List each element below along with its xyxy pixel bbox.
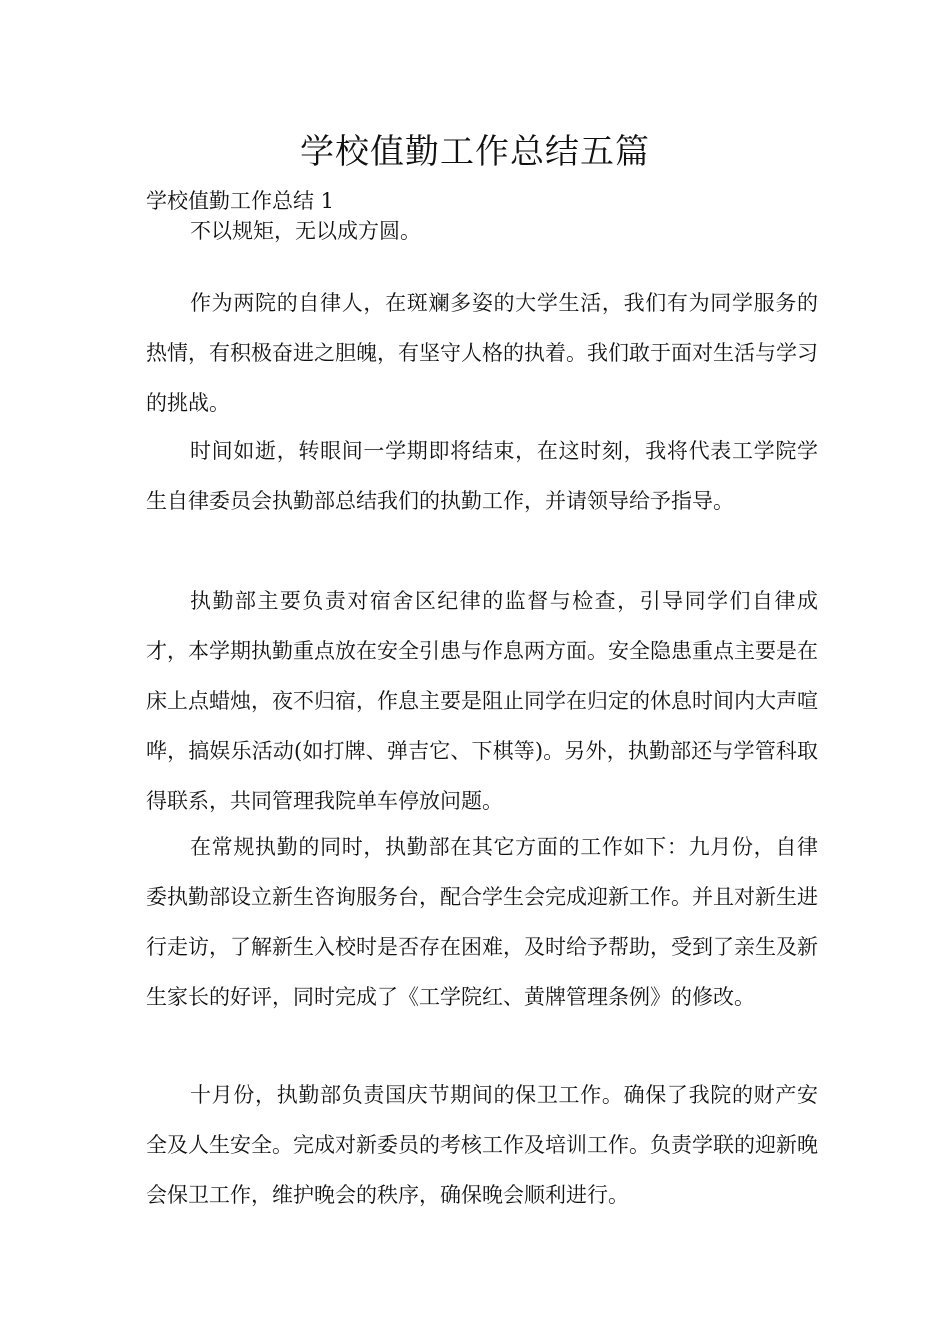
paragraph: 不以规矩，无以成方圆。	[190, 219, 421, 243]
section-subtitle: 学校值勤工作总结 1	[146, 189, 335, 213]
paragraph: 执勤部主要负责对宿舍区纪律的监督与检查，引导同学们自律成才，本学期执勤重点放在安全引患与作息两方面。安全隐患重点主要是在床上点蜡烛，夜不归宿，作息主要是阻止同学在归定的休息时间内大声喧哗，搞娱乐活动(如打牌、弹吉它、下棋等)。另外，执勤部还与学管科取得联系，共同管理我院单车停放问题。	[146, 589, 818, 813]
paragraph: 在常规执勤的同时，执勤部在其它方面的工作如下：九月份，自律委执勤部设立新生咨询服务台，配合学生会完成迎新工作。并且对新生进行走访，了解新生入校时是否存在困难，及时给予帮助，受到了亲生及新生家长的好评，同时完成了《工学院红、黄牌管理条例》的修改。	[146, 835, 818, 1009]
document-title: 学校值勤工作总结五篇	[300, 132, 650, 172]
paragraph: 作为两院的自律人，在斑斓多姿的大学生活，我们有为同学服务的热情，有积极奋进之胆魄，有坚守人格的执着。我们敢于面对生活与学习的挑战。	[146, 291, 818, 415]
paragraph: 时间如逝，转眼间一学期即将结束，在这时刻，我将代表工学院学生自律委员会执勤部总结我们的执勤工作，并请领导给予指导。	[146, 439, 818, 513]
paragraph: 十月份，执勤部负责国庆节期间的保卫工作。确保了我院的财产安全及人生安全。完成对新委员的考核工作及培训工作。负责学联的迎新晚会保卫工作，维护晚会的秩序，确保晚会顺利进行。	[146, 1083, 818, 1207]
